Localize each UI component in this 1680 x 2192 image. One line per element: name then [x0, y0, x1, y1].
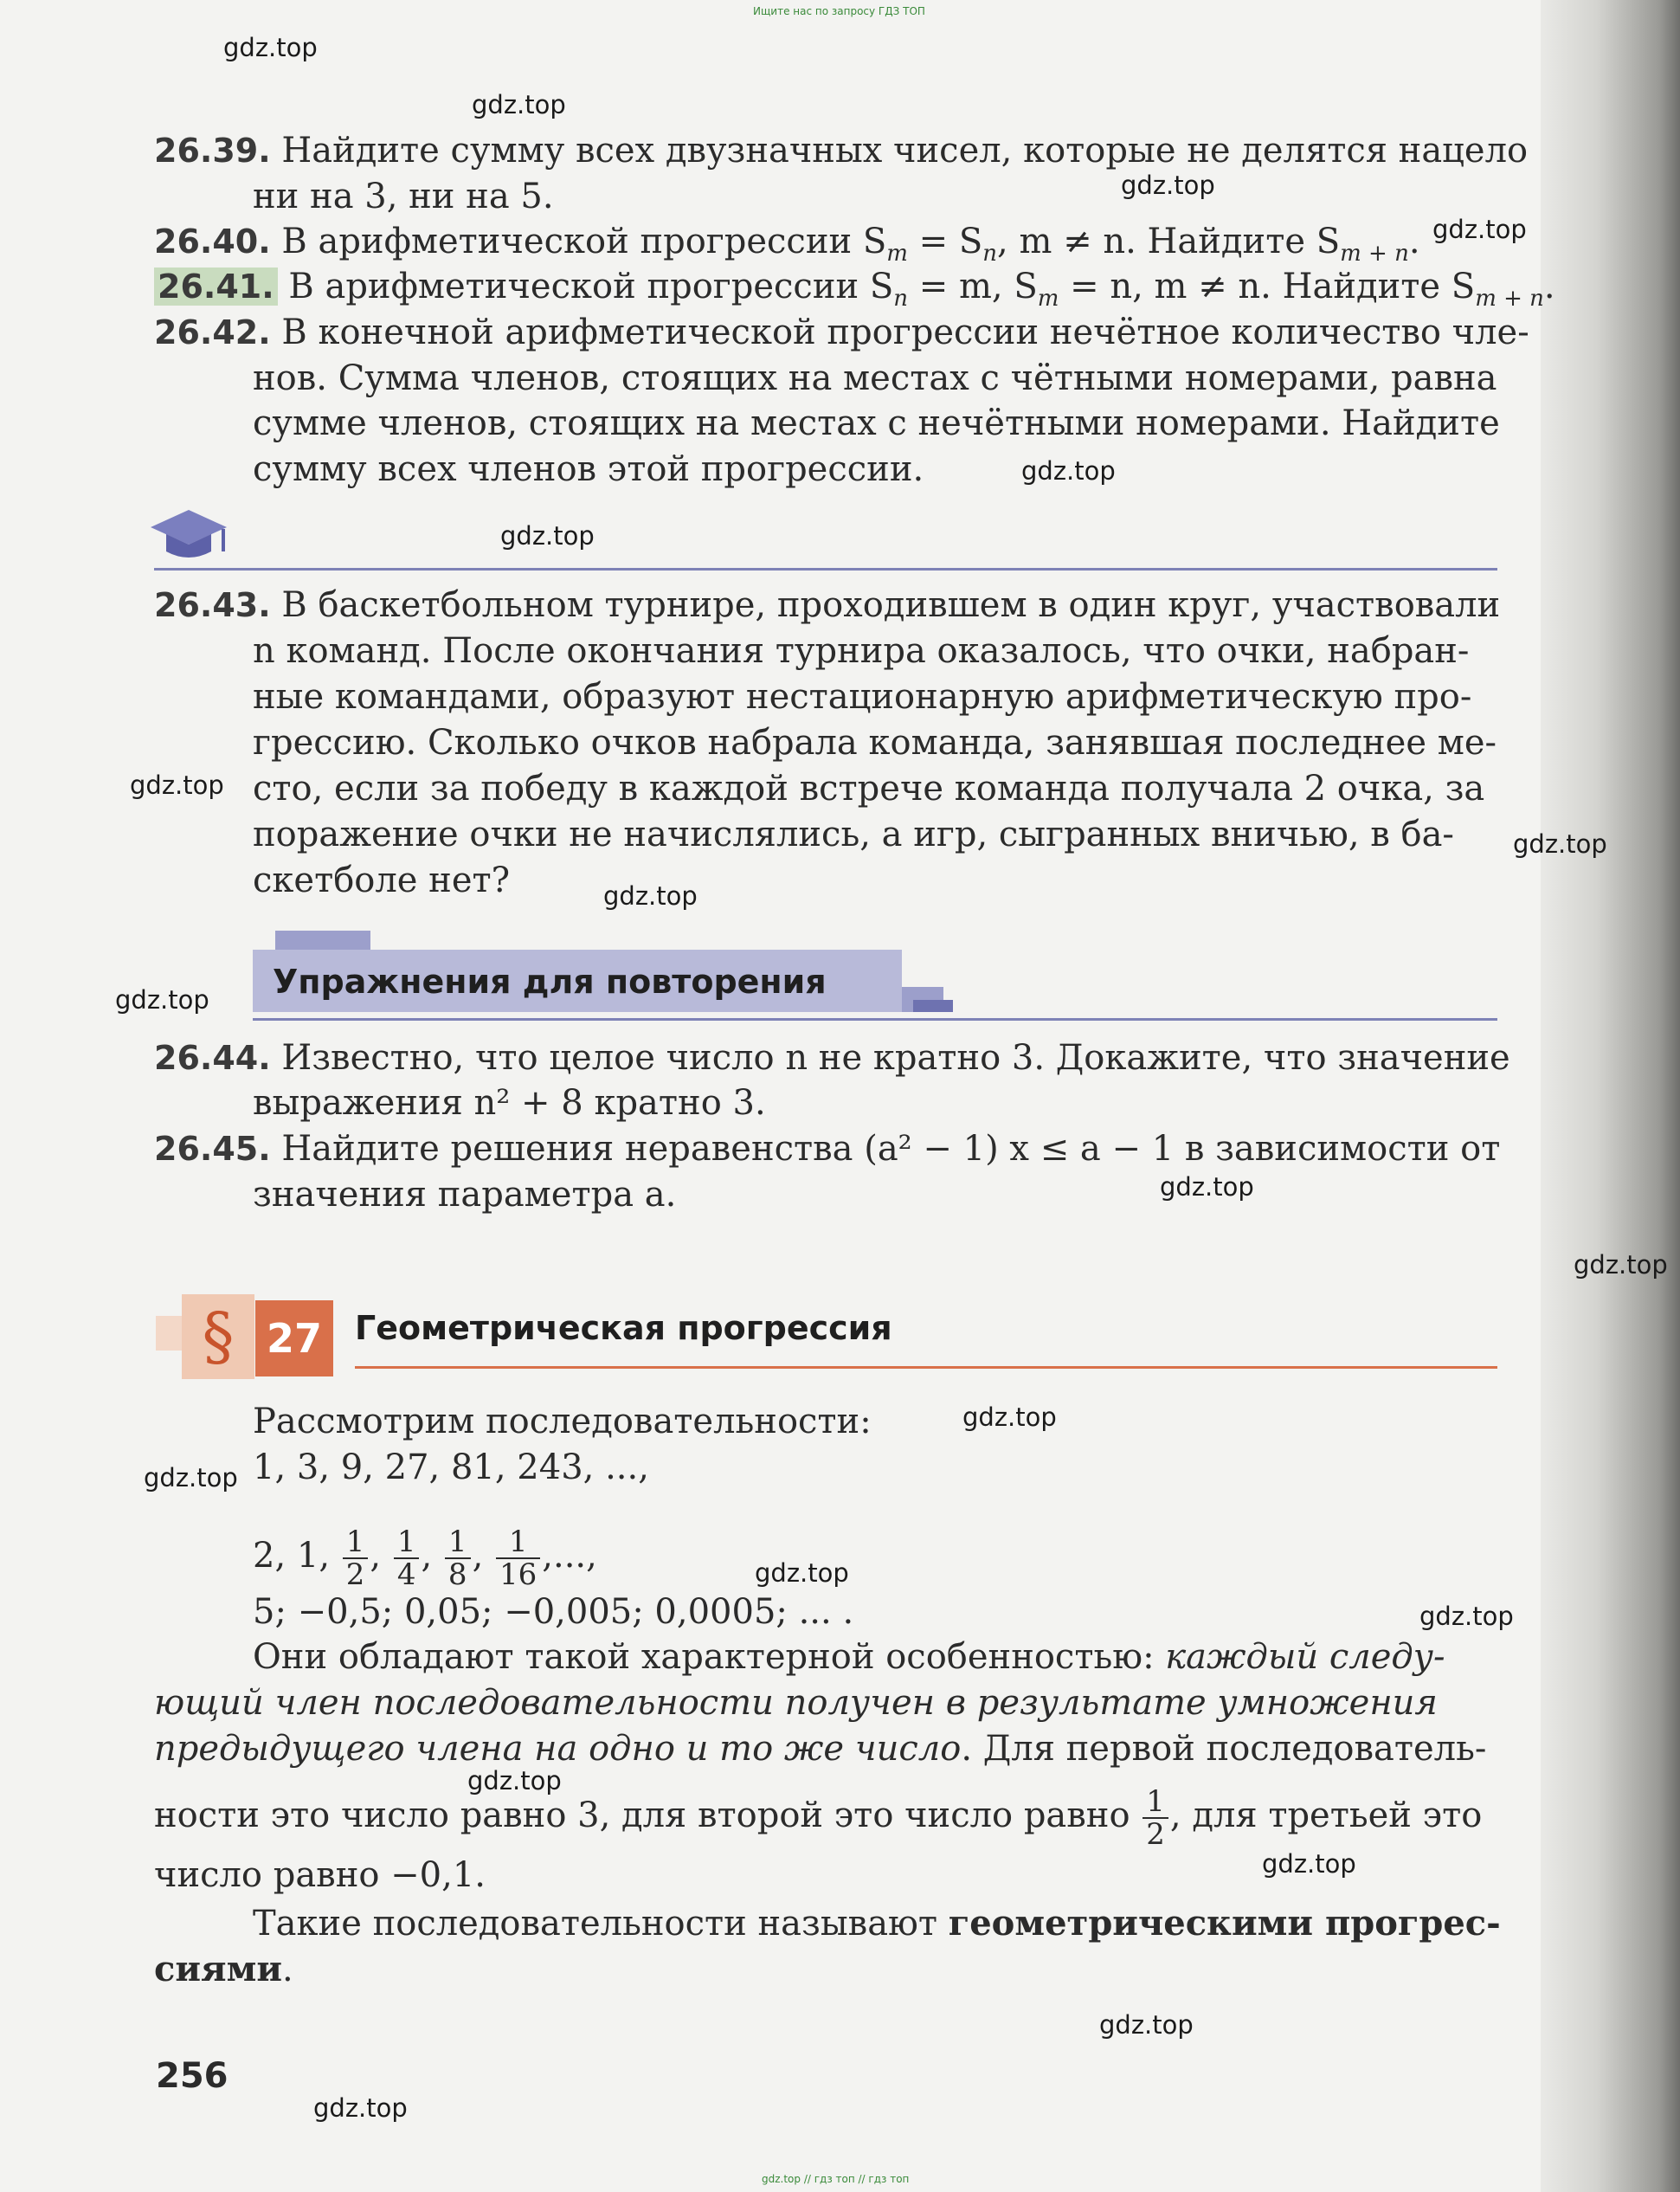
watermark: gdz.top: [1513, 829, 1607, 859]
section-title: Геометрическая прогрессия: [355, 1309, 892, 1347]
watermark: gdz.top: [1160, 1172, 1254, 1202]
problem-26-43-line-3: ные командами, образуют нестационарную арифметическую про-: [253, 677, 1472, 717]
section-sign: §: [182, 1294, 254, 1379]
problem-text: Известно, что целое число n не кратно 3. Докажите, что значение: [281, 1038, 1510, 1078]
numerator: 1: [445, 1526, 471, 1559]
italic-text: ющий член последовательности получен в результате умножения: [154, 1683, 1438, 1723]
watermark: gdz.top: [467, 1766, 562, 1796]
watermark: gdz.top: [223, 33, 318, 62]
watermark: gdz.top: [500, 521, 595, 551]
problem-26-43-line-2: n команд. После окончания турнира оказалось, что очки, набран-: [253, 631, 1470, 671]
watermark: gdz.top: [144, 1463, 238, 1492]
watermark: gdz.top: [1099, 2010, 1194, 2040]
section-divider: [154, 568, 1497, 571]
problem-26-42-line-3: сумме членов, стоящих на местах с нечётными номерами. Найдите: [253, 403, 1500, 443]
paragraph-2-line-2: [154, 1949, 293, 1990]
text: Такие последовательности называют: [253, 1904, 949, 1944]
problem-26-45-line-1: [154, 1128, 1500, 1170]
problem-text: = m, S: [908, 267, 1038, 306]
problem-number: 26.39.: [154, 132, 271, 170]
problem-text: Найдите решения неравенства (a² − 1) x ≤ a − 1 в зависимости от: [281, 1129, 1501, 1169]
problem-text: .: [1408, 222, 1420, 261]
problem-number-highlighted: 26.41.: [154, 268, 278, 306]
header-decoration: [913, 1000, 953, 1012]
problem-26-45-line-2: значения параметра a.: [253, 1175, 677, 1215]
problem-26-42-line-2: нов. Сумма членов, стоящих на местах с чётными номерами, равна: [253, 358, 1497, 398]
section-number: 27: [255, 1300, 333, 1376]
denominator: 16: [499, 1557, 537, 1592]
problem-number: 26.44.: [154, 1039, 271, 1077]
numerator: 1: [1143, 1786, 1168, 1819]
sequence-2-end: ,...,: [542, 1536, 597, 1576]
watermark: gdz.top: [1432, 215, 1527, 244]
problem-text: , m ≠ n. Найдите S: [997, 222, 1341, 261]
watermark: gdz.top: [313, 2093, 408, 2123]
header-decoration: [275, 931, 370, 950]
watermark: gdz.top: [130, 770, 224, 800]
repeat-section-title: Упражнения для повторения: [273, 963, 827, 1001]
paragraph-2-line-1: [253, 1903, 1501, 1944]
page-edge-shadow: [1541, 0, 1680, 2192]
problem-number: 26.43.: [154, 586, 271, 624]
problem-26-42-line-4: сумму всех членов этой прогрессии.: [253, 449, 924, 489]
paragraph-1-line-1: [253, 1636, 1445, 1678]
numerator: 1: [496, 1526, 540, 1559]
fraction: [445, 1526, 471, 1590]
section-intro: Рассмотрим последовательности:: [253, 1402, 872, 1441]
subscript: n: [982, 241, 998, 267]
problem-number: 26.42.: [154, 313, 271, 351]
numerator: 1: [343, 1526, 369, 1559]
watermark: gdz.top: [962, 1402, 1057, 1432]
problem-26-43-line-6: поражение очки не начислялись, а игр, сыгранных вничью, в ба-: [253, 815, 1454, 854]
page-number: 256: [156, 2056, 229, 2096]
section-divider: [253, 1018, 1497, 1021]
problem-text: В арифметической прогрессии S: [288, 267, 894, 306]
sequence-3: 5; −0,5; 0,05; −0,005; 0,0005; ... .: [253, 1592, 854, 1632]
problem-text: .: [1543, 267, 1555, 306]
section-title-rule: [355, 1366, 1497, 1369]
paragraph-1-line-3: [154, 1728, 1486, 1770]
watermark: gdz.top: [1262, 1849, 1356, 1879]
numerator: 1: [394, 1526, 420, 1559]
sequence-2-start: 2, 1,: [253, 1536, 331, 1576]
watermark: gdz.top: [472, 90, 566, 119]
paragraph-1-line-4: [154, 1776, 1482, 1854]
problem-text: В арифметической прогрессии S: [281, 222, 887, 261]
problem-text: В конечной арифметической прогрессии нечётное количество чле-: [281, 313, 1529, 352]
problem-26-43-line-1: [154, 584, 1500, 626]
paragraph-1-line-5: число равно −0,1.: [154, 1855, 486, 1895]
subscript: m: [1037, 286, 1059, 312]
problem-number: 26.45.: [154, 1130, 271, 1168]
problem-text: = S: [907, 222, 983, 261]
text: , для третьей это: [1169, 1796, 1483, 1835]
problem-text: Найдите сумму всех двузначных чисел, которые не делятся нацело: [281, 131, 1529, 171]
top-note: Ищите нас по запросу ГДЗ ТОП: [753, 5, 925, 17]
problem-26-42-line-1: [154, 312, 1529, 353]
watermark: gdz.top: [1121, 171, 1215, 200]
text: .: [282, 1950, 293, 1989]
bold-text: сиями: [154, 1949, 282, 1989]
fraction: [1143, 1786, 1168, 1850]
sequence-2: 2, 1, $\frac{1}{2}$ , $\frac{1}{4}$ , $\frac{1}{8}$ , $\frac{1}{16}$ ,...,: [253, 1525, 597, 1592]
text: Они обладают такой характерной особенностью:: [253, 1637, 1166, 1677]
text: ности это число равно 3, для второй это число равно: [154, 1796, 1130, 1835]
problem-26-43-line-5: сто, если за победу в каждой встрече команда получала 2 очка, за: [253, 769, 1485, 809]
fraction: [496, 1526, 540, 1590]
text: . Для первой последователь-: [961, 1729, 1487, 1769]
fraction: [394, 1526, 420, 1590]
problem-26-44-line-2: выражения n² + 8 кратно 3.: [253, 1083, 766, 1123]
denominator: 2: [345, 1557, 365, 1592]
problem-26-39-line-2: ни на 3, ни на 5.: [253, 177, 554, 216]
fraction: [343, 1526, 369, 1590]
problem-text: = n, m ≠ n. Найдите S: [1059, 267, 1476, 306]
denominator: 2: [1146, 1817, 1165, 1852]
paragraph-1-line-2: [154, 1682, 1438, 1724]
problem-26-39-line-1: [154, 130, 1528, 171]
subscript: m: [886, 241, 908, 267]
italic-text: каждый следу-: [1165, 1637, 1445, 1677]
subscript: m + n: [1475, 286, 1544, 312]
watermark: gdz.top: [1419, 1602, 1514, 1631]
problem-number: 26.40.: [154, 222, 271, 261]
watermark: gdz.top: [603, 881, 698, 911]
watermark: gdz.top: [1021, 456, 1116, 486]
bold-text: геометрическими прогрес-: [948, 1903, 1501, 1944]
problem-26-43-line-7: скетболе нет?: [253, 861, 511, 900]
problem-26-44-line-1: [154, 1037, 1510, 1079]
watermark: gdz.top: [755, 1558, 849, 1588]
problem-text: В баскетбольном турнире, проходившем в один круг, участвовали: [281, 585, 1501, 625]
watermark: gdz.top: [115, 985, 209, 1015]
bottom-note: gdz.top // гдз топ // гдз топ: [762, 2173, 910, 2185]
sequence-1: 1, 3, 9, 27, 81, 243, ...,: [253, 1447, 649, 1487]
italic-text: предыдущего члена на одно и то же число: [154, 1729, 962, 1769]
subscript: m + n: [1340, 241, 1409, 267]
denominator: 8: [447, 1557, 467, 1592]
graduation-cap-icon: [149, 506, 229, 567]
watermark: gdz.top: [1574, 1250, 1668, 1280]
denominator: 4: [396, 1557, 416, 1592]
subscript: n: [893, 286, 909, 312]
problem-26-43-line-4: грессию. Сколько очков набрала команда, занявшая последнее ме-: [253, 723, 1497, 763]
